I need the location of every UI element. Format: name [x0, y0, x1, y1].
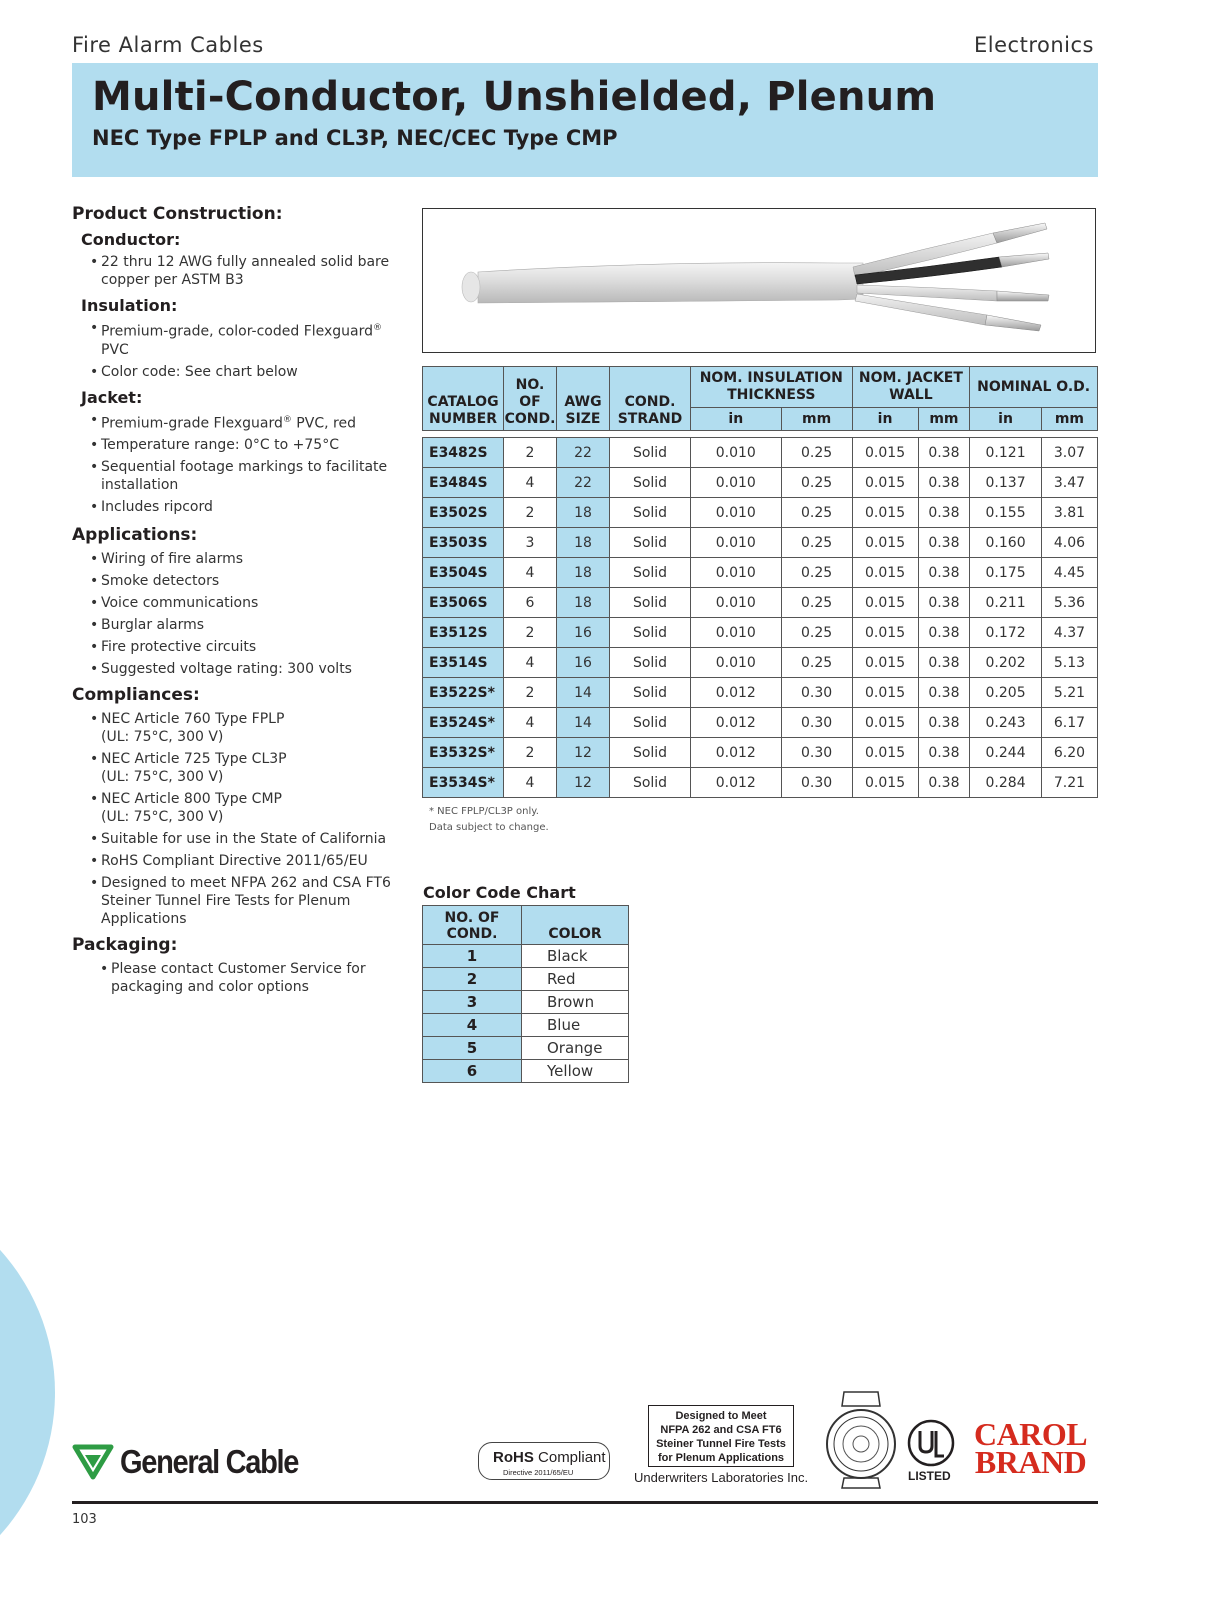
- table-cell: 0.010: [691, 558, 782, 588]
- list-item-text: Designed to meet NFPA 262 and CSA FT6 Steiner Tunnel Fire Tests for Plenum Applications: [101, 875, 391, 928]
- header-unit-in: in: [691, 408, 782, 431]
- table-cell: 6.17: [1041, 708, 1097, 738]
- table-row: [423, 708, 1098, 738]
- list-item: [90, 874, 402, 928]
- table-cell: 0.38: [918, 468, 970, 498]
- table-cell: 0.015: [852, 588, 918, 618]
- table-cell: 0.010: [691, 588, 782, 618]
- list-item: [90, 852, 402, 870]
- list-item: • Sequential footage markings to facilitate installation: [90, 458, 402, 494]
- table-cell: 22: [557, 438, 610, 468]
- catalog-number-cell: E3534S*: [423, 768, 504, 798]
- table-row: [423, 618, 1098, 648]
- table-cell: 0.244: [970, 738, 1042, 768]
- nfpa-line: Designed to Meet: [675, 1410, 767, 1422]
- header-awg-size: AWG SIZE: [557, 367, 610, 431]
- color-name-cell: Blue: [522, 1014, 629, 1037]
- insulation-list: [72, 319, 402, 381]
- list-item: [90, 710, 402, 746]
- table-cell: Solid: [610, 558, 691, 588]
- table-cell: 0.010: [691, 498, 782, 528]
- table-cell: 0.38: [918, 648, 970, 678]
- table-cell: 4.06: [1041, 528, 1097, 558]
- table-cell: 0.25: [781, 618, 852, 648]
- table-cell: 2: [504, 618, 557, 648]
- table-cell: 0.38: [918, 708, 970, 738]
- table-cell: 0.30: [781, 768, 852, 798]
- catalog-number-cell: E3532S*: [423, 738, 504, 768]
- table-cell: 0.010: [691, 468, 782, 498]
- list-item: [90, 790, 402, 826]
- header-unit-mm: mm: [1041, 408, 1097, 431]
- catalog-number-cell: E3524S*: [423, 708, 504, 738]
- table-row: [423, 678, 1098, 708]
- nfpa-line: for Plenum Applications: [657, 1452, 785, 1464]
- applications-heading: Applications:: [72, 525, 198, 546]
- header-unit-mm: mm: [918, 408, 970, 431]
- ul-listed-icon: [906, 1418, 956, 1468]
- header-nominal-od: NOMINAL O.D.: [970, 367, 1098, 408]
- header-catalog-number: CATALOG NUMBER: [423, 367, 504, 431]
- conductor-number-cell: 3: [423, 991, 522, 1014]
- table-cell: 0.015: [852, 438, 918, 468]
- table-cell: Solid: [610, 708, 691, 738]
- table-cell: 16: [557, 648, 610, 678]
- conductor-list: [72, 253, 402, 289]
- rohs-label: RoHS Compliant: [493, 1449, 606, 1466]
- insulation-heading: Insulation:: [81, 296, 178, 315]
- table-cell: 0.243: [970, 708, 1042, 738]
- table-cell: 4: [504, 558, 557, 588]
- table-cell: 0.010: [691, 648, 782, 678]
- carol-brand-line: CAROL: [974, 1416, 1088, 1452]
- table-cell: 16: [557, 618, 610, 648]
- table-cell: 0.015: [852, 618, 918, 648]
- color-chart-title: Color Code Chart: [423, 883, 576, 902]
- table-cell: 18: [557, 558, 610, 588]
- conductor-heading: Conductor:: [81, 230, 181, 249]
- table-cell: 0.015: [852, 738, 918, 768]
- california-seal-icon: [822, 1388, 900, 1492]
- list-item-detail: (UL: 75°C, 300 V): [101, 809, 224, 826]
- table-cell: Solid: [610, 768, 691, 798]
- table-header-row: [423, 367, 1098, 408]
- list-item-text: Premium-grade Flexguard: [101, 415, 283, 432]
- list-item: • Temperature range: 0°C to +75°C: [90, 436, 402, 454]
- table-cell: 0.25: [781, 468, 852, 498]
- table-cell: 0.015: [852, 708, 918, 738]
- table-cell: 4: [504, 648, 557, 678]
- table-cell: 0.30: [781, 678, 852, 708]
- applications-list: [72, 550, 402, 678]
- table-cell: 0.137: [970, 468, 1042, 498]
- conductor-number-cell: 5: [423, 1037, 522, 1060]
- construction-heading: Product Construction:: [72, 204, 283, 224]
- table-cell: 0.25: [781, 588, 852, 618]
- nfpa-line: Steiner Tunnel Fire Tests: [656, 1438, 786, 1450]
- compliances-heading: Compliances:: [72, 685, 200, 706]
- table-cell: 0.175: [970, 558, 1042, 588]
- ul-listed-mark: [906, 1418, 956, 1484]
- header-insulation-thickness: NOM. INSULATION THICKNESS: [691, 367, 853, 408]
- list-item: • Premium-grade Flexguard® PVC, red: [90, 411, 402, 433]
- table-cell: 0.211: [970, 588, 1042, 618]
- table-row: [423, 1037, 629, 1060]
- list-item-text: NEC Article 725 Type CL3P: [101, 751, 287, 768]
- table-row: [423, 558, 1098, 588]
- table-cell: 3.81: [1041, 498, 1097, 528]
- table-cell: 6.20: [1041, 738, 1097, 768]
- table-cell: 0.38: [918, 528, 970, 558]
- table-cell: 18: [557, 528, 610, 558]
- table-cell: Solid: [610, 528, 691, 558]
- table-cell: 0.38: [918, 618, 970, 648]
- list-item: • Suggested voltage rating: 300 volts: [90, 660, 402, 678]
- table-cell: 0.015: [852, 678, 918, 708]
- jacket-heading: Jacket:: [81, 387, 143, 407]
- table-row: [423, 1060, 629, 1083]
- table-cell: 0.25: [781, 558, 852, 588]
- nfpa-badge: [648, 1405, 794, 1467]
- table-cell: 0.012: [691, 738, 782, 768]
- list-item: • Color code: See chart below: [90, 363, 402, 381]
- table-cell: Solid: [610, 468, 691, 498]
- general-cable-logo-icon: [72, 1443, 114, 1481]
- table-row: [423, 468, 1098, 498]
- table-cell: 0.015: [852, 528, 918, 558]
- catalog-number-cell: E3506S: [423, 588, 504, 618]
- page-title: Multi-Conductor, Unshielded, Plenum: [92, 74, 937, 120]
- color-name-cell: Brown: [522, 991, 629, 1014]
- color-name-cell: Orange: [522, 1037, 629, 1060]
- carol-brand-logo: [974, 1416, 1088, 1480]
- table-row: [423, 945, 629, 968]
- table-cell: 0.202: [970, 648, 1042, 678]
- header-color: COLOR: [522, 906, 629, 945]
- catalog-number-cell: E3512S: [423, 618, 504, 648]
- catalog-number-cell: E3514S: [423, 648, 504, 678]
- list-item: • Smoke detectors: [90, 572, 402, 590]
- table-cell: 4: [504, 708, 557, 738]
- specification-table: [422, 366, 1098, 798]
- table-cell: 0.012: [691, 708, 782, 738]
- table-cell: 22: [557, 468, 610, 498]
- header-unit-in: in: [970, 408, 1042, 431]
- category-label: Electronics: [974, 33, 1094, 57]
- table-cell: Solid: [610, 588, 691, 618]
- jacket-list: [72, 411, 402, 517]
- ul-listed-label: LISTED: [908, 1469, 951, 1483]
- table-cell: 2: [504, 738, 557, 768]
- rohs-compliant-badge: [478, 1442, 610, 1480]
- table-cell: 4: [504, 768, 557, 798]
- specification-table-body: [423, 431, 1098, 798]
- table-cell: 0.38: [918, 438, 970, 468]
- section-label: Fire Alarm Cables: [72, 33, 264, 57]
- table-cell: 0.38: [918, 738, 970, 768]
- table-cell: 0.121: [970, 438, 1042, 468]
- table-cell: 0.284: [970, 768, 1042, 798]
- footnote-data-change: Data subject to change.: [429, 822, 549, 833]
- cable-illustration: [423, 209, 1095, 352]
- table-cell: 12: [557, 738, 610, 768]
- table-row: [423, 528, 1098, 558]
- list-item-text: PVC, red: [291, 415, 356, 432]
- table-cell: 0.010: [691, 528, 782, 558]
- catalog-number-cell: E3503S: [423, 528, 504, 558]
- table-cell: 0.30: [781, 738, 852, 768]
- table-cell: 4.37: [1041, 618, 1097, 648]
- table-cell: 0.015: [852, 768, 918, 798]
- conductor-number-cell: 4: [423, 1014, 522, 1037]
- catalog-number-cell: E3502S: [423, 498, 504, 528]
- table-cell: 14: [557, 678, 610, 708]
- catalog-number-cell: E3484S: [423, 468, 504, 498]
- table-cell: 0.155: [970, 498, 1042, 528]
- table-cell: 5.13: [1041, 648, 1097, 678]
- table-cell: 0.25: [781, 648, 852, 678]
- table-row: [423, 738, 1098, 768]
- list-item-text: NEC Article 760 Type FPLP: [101, 711, 285, 728]
- table-cell: 5.21: [1041, 678, 1097, 708]
- general-cable-logo: [72, 1440, 322, 1484]
- table-cell: 4: [504, 468, 557, 498]
- header-unit-mm: mm: [781, 408, 852, 431]
- page-number: 103: [72, 1512, 97, 1527]
- company-name: General Cable: [120, 1443, 299, 1480]
- carol-brand-line: BRAND: [974, 1444, 1087, 1480]
- table-cell: 0.38: [918, 588, 970, 618]
- list-item-detail: (UL: 75°C, 300 V): [101, 729, 224, 746]
- table-cell: 0.25: [781, 528, 852, 558]
- list-item: • Includes ripcord: [90, 498, 402, 516]
- list-item-text: Premium-grade, color-coded Flexguard: [101, 323, 374, 340]
- table-cell: 0.38: [918, 768, 970, 798]
- table-cell: 0.205: [970, 678, 1042, 708]
- list-item: • Voice communications: [90, 594, 402, 612]
- table-cell: 5.36: [1041, 588, 1097, 618]
- table-cell: 0.010: [691, 438, 782, 468]
- table-row: [423, 588, 1098, 618]
- table-cell: 0.015: [852, 648, 918, 678]
- header-no-of-cond: NO. OF COND.: [423, 906, 522, 945]
- table-cell: Solid: [610, 678, 691, 708]
- table-cell: 2: [504, 438, 557, 468]
- rohs-directive: Directive 2011/65/EU: [503, 1468, 574, 1477]
- product-description: [72, 205, 402, 1000]
- table-cell: 0.30: [781, 708, 852, 738]
- table-cell: 4.45: [1041, 558, 1097, 588]
- catalog-number-cell: E3482S: [423, 438, 504, 468]
- list-item-text: RoHS Compliant Directive 2011/65/EU: [101, 853, 368, 870]
- table-cell: 6: [504, 588, 557, 618]
- list-item: • Burglar alarms: [90, 616, 402, 634]
- header-cond-strand: COND. STRAND: [610, 367, 691, 431]
- footnote-nec: * NEC FPLP/CL3P only.: [429, 806, 539, 817]
- packaging-heading: Packaging:: [72, 935, 178, 956]
- color-code-table-body: [423, 945, 629, 1083]
- decorative-circle: [0, 1180, 55, 1605]
- table-cell: 18: [557, 498, 610, 528]
- cable-image: [422, 208, 1096, 353]
- header-unit-in: in: [852, 408, 918, 431]
- color-name-cell: Black: [522, 945, 629, 968]
- conductor-number-cell: 6: [423, 1060, 522, 1083]
- table-cell: 12: [557, 768, 610, 798]
- table-cell: Solid: [610, 618, 691, 648]
- list-item-detail: (UL: 75°C, 300 V): [101, 769, 224, 786]
- conductor-number-cell: 1: [423, 945, 522, 968]
- table-cell: 2: [504, 498, 557, 528]
- table-row: [423, 991, 629, 1014]
- color-name-cell: Yellow: [522, 1060, 629, 1083]
- ul-labs-label: Underwriters Laboratories Inc.: [634, 1470, 809, 1485]
- table-cell: 0.38: [918, 498, 970, 528]
- table-row: [423, 968, 629, 991]
- table-cell: 0.172: [970, 618, 1042, 648]
- table-cell: 0.25: [781, 498, 852, 528]
- color-code-table: [422, 905, 629, 1083]
- table-cell: 0.012: [691, 678, 782, 708]
- list-item-text: NEC Article 800 Type CMP: [101, 791, 282, 808]
- nfpa-line: NFPA 262 and CSA FT6: [660, 1424, 782, 1436]
- table-cell: 0.160: [970, 528, 1042, 558]
- table-cell: 18: [557, 588, 610, 618]
- table-cell: 0.015: [852, 498, 918, 528]
- color-name-cell: Red: [522, 968, 629, 991]
- list-item-text: Suitable for use in the State of California: [101, 831, 387, 848]
- catalog-number-cell: E3504S: [423, 558, 504, 588]
- compliances-list: [72, 710, 402, 928]
- table-cell: 3.07: [1041, 438, 1097, 468]
- table-cell: Solid: [610, 498, 691, 528]
- table-cell: Solid: [610, 738, 691, 768]
- header-jacket-wall: NOM. JACKET WALL: [852, 367, 970, 408]
- list-item: [90, 830, 402, 848]
- table-cell: 3.47: [1041, 468, 1097, 498]
- table-cell: 0.25: [781, 438, 852, 468]
- header-no-of-cond: NO. OF COND.: [504, 367, 557, 431]
- footer-divider: [72, 1501, 1098, 1504]
- table-cell: 0.012: [691, 768, 782, 798]
- table-cell: 0.38: [918, 558, 970, 588]
- table-row: [423, 438, 1098, 468]
- table-cell: 2: [504, 678, 557, 708]
- table-cell: Solid: [610, 648, 691, 678]
- list-item: • Wiring of fire alarms: [90, 550, 402, 568]
- table-cell: 0.010: [691, 618, 782, 648]
- table-cell: Solid: [610, 438, 691, 468]
- list-item: • Premium-grade, color-coded Flexguard® PVC: [90, 319, 402, 359]
- table-cell: 3: [504, 528, 557, 558]
- packaging-list: [72, 960, 402, 996]
- table-row: [423, 768, 1098, 798]
- list-item: • Fire protective circuits: [90, 638, 402, 656]
- list-item: • 22 thru 12 AWG fully annealed solid bare copper per ASTM B3: [90, 253, 402, 289]
- table-header-row: [423, 906, 629, 945]
- list-item: [90, 750, 402, 786]
- table-cell: 14: [557, 708, 610, 738]
- table-cell: 0.38: [918, 678, 970, 708]
- page-subtitle: NEC Type FPLP and CL3P, NEC/CEC Type CMP: [92, 126, 618, 150]
- catalog-number-cell: E3522S*: [423, 678, 504, 708]
- table-row: [423, 498, 1098, 528]
- table-cell: 0.015: [852, 558, 918, 588]
- list-item: • Please contact Customer Service for packaging and color options: [100, 960, 402, 996]
- table-row: [423, 648, 1098, 678]
- table-cell: 0.015: [852, 468, 918, 498]
- table-row: [423, 1014, 629, 1037]
- conductor-number-cell: 2: [423, 968, 522, 991]
- table-cell: 7.21: [1041, 768, 1097, 798]
